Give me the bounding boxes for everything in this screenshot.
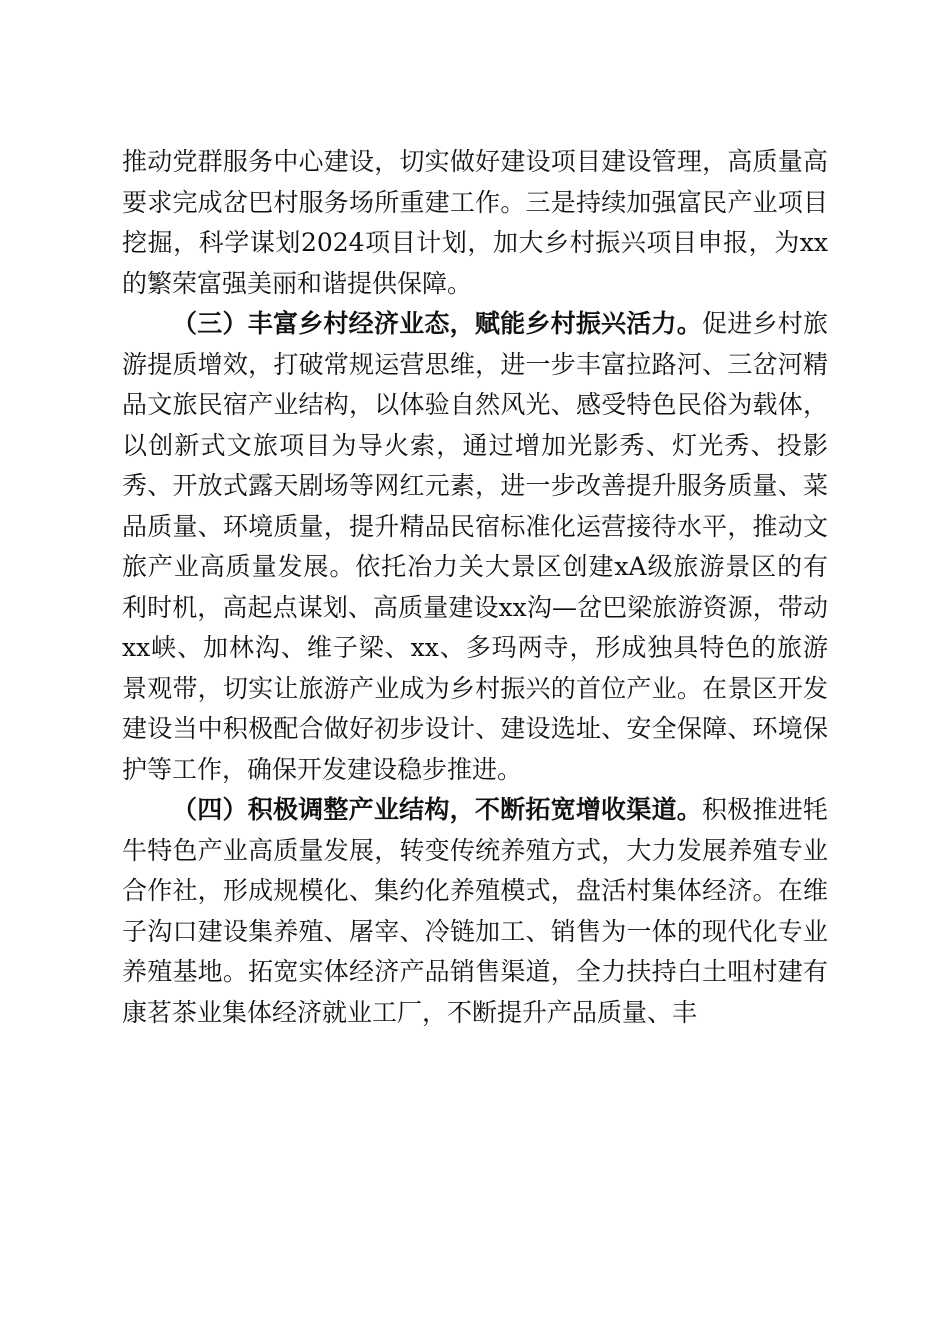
section-heading-three: （三）丰富乡村经济业态，赋能乡村振兴活力。: [172, 309, 703, 338]
section-heading-four: （四）积极调整产业结构，不断拓宽增收渠道。: [172, 795, 703, 824]
paragraph-continuation: [122, 142, 828, 304]
paragraph-text: 促进乡村旅游提质增效，打破常规运营思维，进一步丰富拉路河、三岔河精品文旅民宿产业结构，以体验自然风光、感受特色民俗为载体，以创新式文旅项目为导火索，通过增加光影秀、灯光秀、投影秀、开放式露天剧场等网红元素，进一步改善提升服务质量、菜品质量、环境质量，提升精品民宿标准化运营接待水平，推动文旅产业高质量发展。依托冶力关大景区创建xA级旅游景区的有利时机，高起点谋划、高质量建设xx沟—岔巴梁旅游资源，带动xx峡、加林沟、维子梁、xx、多玛两寺，形成独具特色的旅游景观带，切实让旅游产业成为乡村振兴的首位产业。在景区开发建设当中积极配合做好初步设计、建设选址、安全保障、环境保护等工作，确保开发建设稳步推进。: [122, 309, 828, 784]
document-body: [122, 142, 828, 1033]
paragraph-section-four: [122, 790, 828, 1033]
paragraph-text: 积极推进牦牛特色产业高质量发展，转变传统养殖方式，大力发展养殖专业合作社，形成规模化、集约化养殖模式，盘活村集体经济。在维子沟口建设集养殖、屠宰、冷链加工、销售为一体的现代化专业养殖基地。拓宽实体经济产品销售渠道，全力扶持白土咀村建有康茗茶业集体经济就业工厂，不断提升产品质量、丰: [122, 795, 828, 1027]
paragraph-text: 推动党群服务中心建设，切实做好建设项目建设管理，高质量高要求完成岔巴村服务场所重建工作。三是持续加强富民产业项目挖掘，科学谋划2024项目计划，加大乡村振兴项目申报，为xx的繁荣富强美丽和谐提供保障。: [122, 147, 828, 298]
paragraph-section-three: [122, 304, 828, 790]
